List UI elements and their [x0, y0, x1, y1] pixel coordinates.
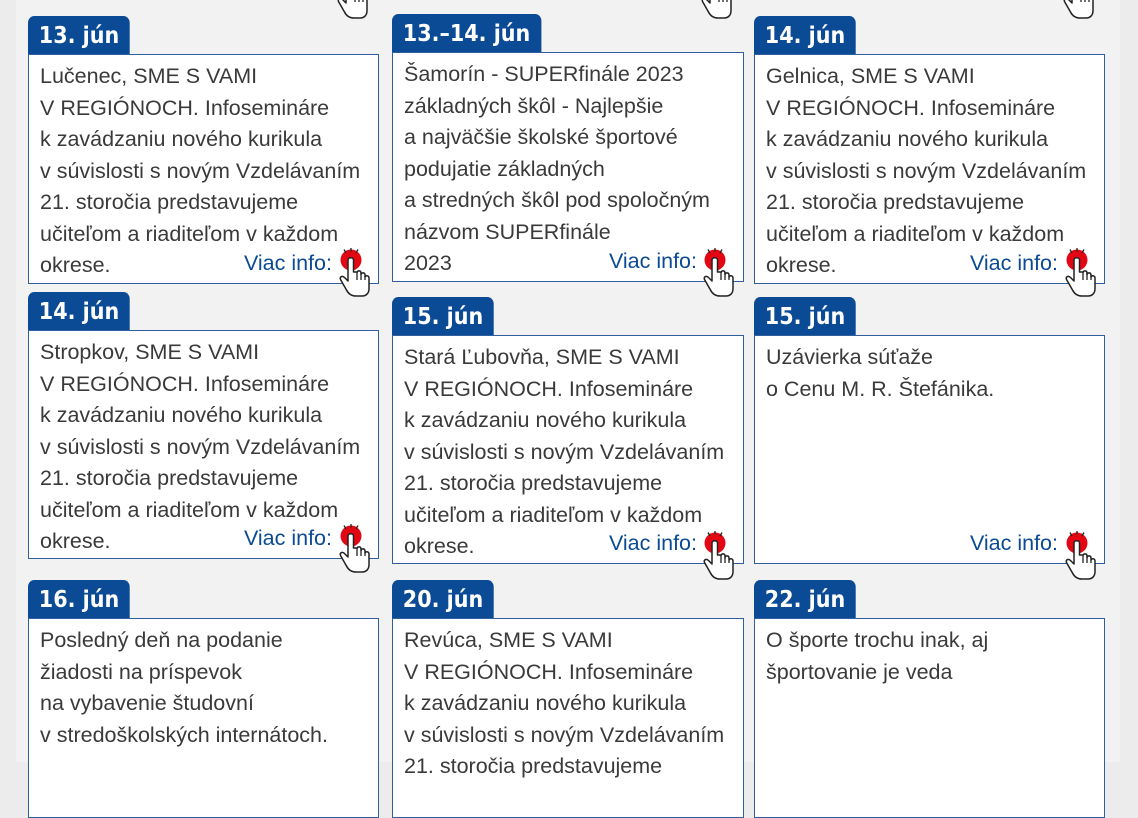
pointer-hand-icon	[696, 0, 734, 20]
pointer-hand-icon[interactable]	[1060, 531, 1098, 581]
event-text-line: Stropkov, SME S VAMI	[40, 340, 260, 364]
event-text-line: Posledný deň na podanie	[40, 628, 283, 652]
event-text-line: v súvislosti s novým Vzdelávaním	[404, 722, 725, 747]
event-text-line: k zavádzaniu nového kurikula	[40, 403, 323, 427]
event-text-line: učiteľom a riaditeľom v každom	[404, 502, 703, 527]
event-text-line: k zavádzaniu nového kurikula	[766, 127, 1049, 151]
event-date: 20. jún	[392, 580, 494, 620]
event-text-line: v súvislosti s novým Vzdelávaním	[40, 434, 361, 459]
event-date: 15. jún	[392, 297, 494, 337]
event-text-line: k zavádzaniu nového kurikula	[404, 691, 687, 715]
pointer-hand-icon	[332, 0, 370, 20]
event-text-line: 21. storočia predstavujeme	[40, 190, 299, 214]
event-date: 13. jún	[28, 16, 130, 56]
event-text-line: podujatie základných	[404, 156, 605, 181]
event-text-line: V REGIÓNOCH. Infosemináre	[766, 95, 1056, 120]
event-text-line: Uzávierka súťaže	[766, 345, 933, 369]
pointer-hand-icon[interactable]	[698, 248, 736, 298]
event-box	[754, 54, 1105, 284]
pointer-hand-icon[interactable]	[334, 248, 372, 298]
pointer-hand-icon	[1058, 0, 1096, 20]
more-info-link[interactable]: Viac info:	[243, 251, 332, 275]
event-text-line: na vybavenie študovní	[40, 691, 254, 715]
event-text-line: okrese.	[40, 529, 111, 553]
calendar-page	[16, 0, 1120, 778]
event-text-line: k zavádzaniu nového kurikula	[404, 408, 687, 432]
pointer-hand-icon[interactable]	[698, 531, 736, 581]
event-text-line: a stredných škôl pod spoločným	[404, 188, 710, 212]
event-text-line: 21. storočia predstavujeme	[40, 466, 299, 490]
event-text-line: V REGIÓNOCH. Infosemináre	[40, 371, 330, 396]
pointer-hand-icon[interactable]	[1060, 248, 1098, 298]
event-box	[28, 618, 379, 818]
event-box	[28, 330, 379, 559]
event-text-line: okrese.	[40, 253, 111, 277]
event-date: 13.–14. jún	[392, 14, 541, 54]
event-text-line: Stará Ľubovňa, SME S VAMI	[404, 345, 680, 369]
event-text-line: V REGIÓNOCH. Infosemináre	[40, 95, 330, 120]
event-box	[392, 52, 744, 282]
event-text-line: 21. storočia predstavujeme	[766, 190, 1025, 214]
event-text-line: v súvislosti s novým Vzdelávaním	[766, 158, 1087, 183]
more-info-link[interactable]: Viac info:	[243, 526, 332, 550]
event-box	[754, 618, 1105, 818]
event-box	[392, 618, 744, 818]
event-text-line: učiteľom a riaditeľom v každom	[40, 221, 339, 246]
event-text-line: a najväčšie školské športové	[404, 125, 678, 149]
event-text-line: názvom SUPERfinále	[404, 219, 611, 244]
event-text-line: 2023	[404, 251, 452, 275]
event-box	[28, 54, 379, 284]
event-text-line: o Cenu M. R. Štefánika.	[766, 376, 995, 401]
event-box	[754, 335, 1105, 564]
event-text-line: v stredoškolských internátoch.	[40, 722, 328, 747]
event-text-line: k zavádzaniu nového kurikula	[40, 127, 323, 151]
event-text-line: Revúca, SME S VAMI	[404, 628, 613, 652]
event-text-line: 21. storočia predstavujeme	[404, 754, 663, 778]
event-text-line: športovanie je veda	[766, 659, 953, 684]
event-text-line: V REGIÓNOCH. Infosemináre	[404, 376, 694, 401]
more-info-link[interactable]: Viac info:	[608, 531, 697, 555]
event-date: 22. jún	[754, 580, 856, 620]
event-text-line: v súvislosti s novým Vzdelávaním	[404, 439, 725, 464]
event-text-line: okrese.	[766, 253, 837, 277]
event-text-line: okrese.	[404, 534, 475, 558]
event-date: 14. jún	[754, 16, 856, 56]
event-text-line: 21. storočia predstavujeme	[404, 471, 663, 495]
pointer-hand-icon[interactable]	[334, 524, 372, 574]
event-date: 14. jún	[28, 292, 130, 332]
event-text-line: Šamorín - SUPERfinále 2023	[404, 62, 684, 86]
event-text-line: základných škôl - Najlepšie	[404, 93, 664, 118]
event-text-line: V REGIÓNOCH. Infosemináre	[404, 659, 694, 684]
event-text-line: Gelnica, SME S VAMI	[766, 64, 975, 88]
event-date: 16. jún	[28, 580, 130, 620]
event-box	[392, 335, 744, 564]
event-text-line: v súvislosti s novým Vzdelávaním	[40, 158, 361, 183]
more-info-link[interactable]: Viac info:	[969, 531, 1058, 555]
event-date: 15. jún	[754, 297, 856, 337]
event-text-line: Lučenec, SME S VAMI	[40, 64, 258, 88]
event-text-line: žiadosti na príspevok	[40, 659, 242, 684]
event-text-line: O športe trochu inak, aj	[766, 628, 989, 652]
event-text-line: učiteľom a riaditeľom v každom	[40, 497, 339, 522]
more-info-link[interactable]: Viac info:	[608, 249, 697, 273]
event-text-line: učiteľom a riaditeľom v každom	[766, 221, 1065, 246]
more-info-link[interactable]: Viac info:	[969, 251, 1058, 275]
